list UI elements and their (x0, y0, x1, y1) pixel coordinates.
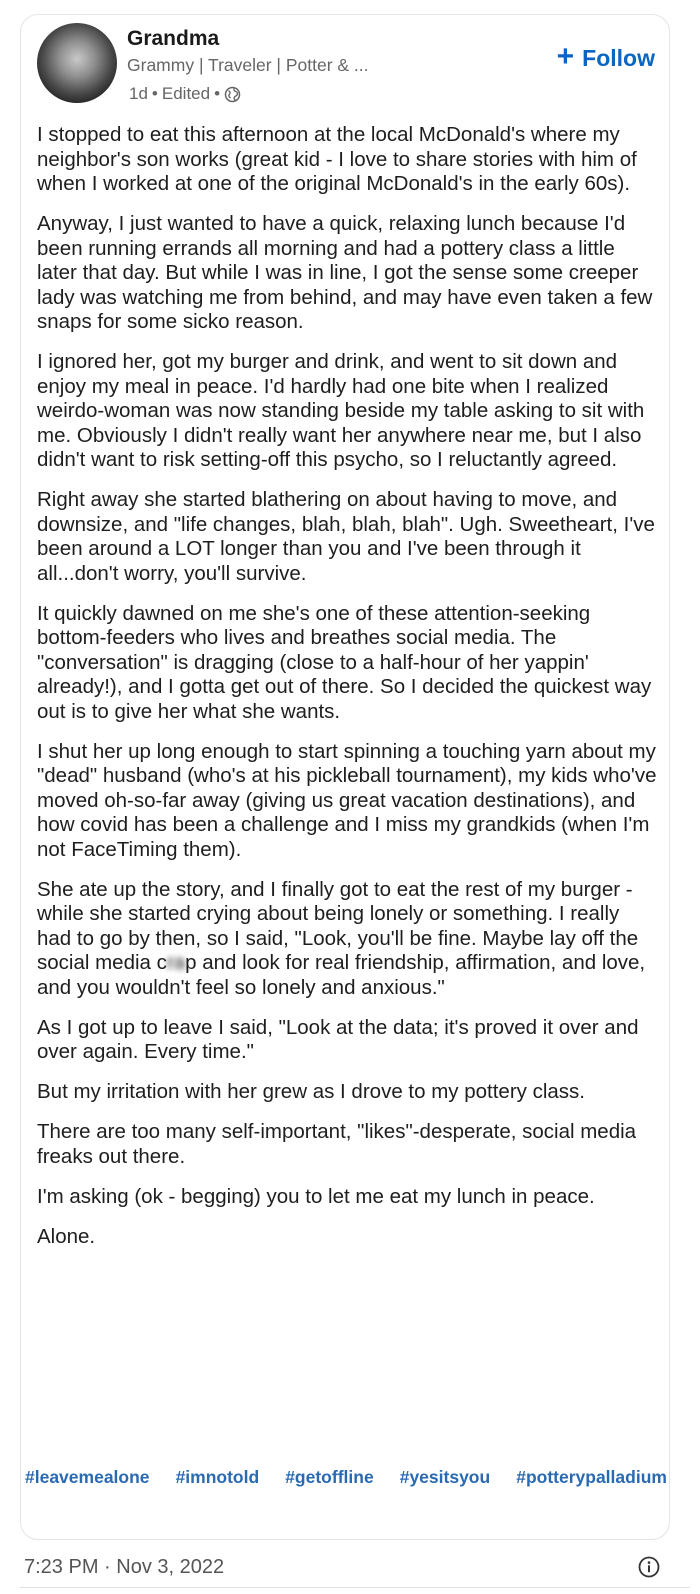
post-paragraph: It quickly dawned on me she's one of these attention-seeking bottom-feeders who lives and breathes social media. The "conversation" is dragging (close to a half-hour of her yappin' already!), and I gotta get out of there. So I decided the quickest way out is to give her what she wants. (37, 601, 652, 723)
plus-icon: + (556, 40, 575, 73)
post-paragraph: I'm asking (ok - begging) you to let me eat my lunch in peace. (37, 1184, 595, 1208)
post-card (20, 14, 670, 1540)
post-timestamp[interactable]: 7:23 PM · Nov 3, 2022 (24, 1556, 225, 1578)
post-paragraph: As I got up to leave I said, "Look at the data; it's proved it over and over again. Every time." (37, 1015, 639, 1063)
post-paragraph: I ignored her, got my burger and drink, and went to sit down and enjoy my meal in peace. I'd hardly had one bite when I realized weirdo-woman was now standing beside my table asking to sit with me. Obviously I didn't really want her anywhere near me, but I also didn't want to risk setting-off this psycho, so I reluctantly agreed. (37, 350, 645, 471)
post-paragraph: Alone. (37, 1224, 96, 1248)
post-paragraph: There are too many self-important, "likes"-desperate, social media freaks out there. (37, 1120, 637, 1168)
paragraph-text: p and look for real friendship, affirmation, and love, and you wouldn't feel so lonely and anxious." (37, 951, 646, 999)
post-paragraph: I shut her up long enough to start spinning a touching yarn about my "dead" husband (who's at his pickleball tournament), my kids who've moved oh-so-far away (giving us great vacation destinations), and how covid has been a challenge and I miss my grandkids (when I'm not FaceTiming them). (37, 739, 657, 861)
post-paragraph: Anyway, I just wanted to have a quick, relaxing lunch because I'd been running errands all morning and had a pottery class a little later that day. But while I was in line, I got the sense some creeper lady was watching me from behind, and may have even taken a few snaps for some sicko reason. (37, 212, 653, 333)
follow-button[interactable] (556, 40, 655, 73)
author-name[interactable]: Grandma (127, 27, 220, 50)
avatar[interactable] (37, 23, 117, 103)
post-paragraph: But my irritation with her grew as I drove to my pottery class. (37, 1080, 585, 1103)
follow-label: Follow (582, 45, 655, 71)
post-paragraph: I stopped to eat this afternoon at the local McDonald's where my neighbor's son works (great kid - I love to share stories with him of when I worked at one of the original McDonald's in the early 60s). (37, 123, 637, 195)
divider (20, 1587, 690, 1588)
post-meta (129, 84, 241, 104)
time-ago: 1d (129, 84, 148, 103)
hashtag-link[interactable]: #potterypalladium (516, 1467, 667, 1487)
hashtag-link[interactable]: #getoffline (285, 1467, 374, 1487)
meta-separator: • (214, 84, 221, 103)
hashtag-link[interactable]: #leavemealone (25, 1467, 150, 1487)
hashtag-link[interactable]: #yesitsyou (399, 1467, 491, 1487)
post-paragraph: Right away she started blathering on about having to move, and downsize, and "life changes, blah, blah, blah". Ugh. Sweetheart, I've been around a LOT longer than you and I've been through it all...don't worry, you'll survive. (37, 488, 655, 585)
paragraph-text: She ate up the story, and I finally got to eat the rest of my burger - while she started crying about being lonely or something. I really had to go by then, so I said, "Look, you'll be fine. Maybe lay off the social media c (37, 877, 639, 974)
censored-text: ra (166, 951, 186, 974)
meta-separator: • (151, 84, 158, 103)
info-icon[interactable] (638, 1556, 660, 1578)
post-body (37, 123, 659, 1265)
globe-icon (224, 86, 241, 103)
hashtag-list (25, 1467, 667, 1488)
tweet-footer (0, 1540, 700, 1594)
edited-label: Edited (161, 84, 211, 103)
post-paragraph (37, 878, 659, 1001)
hashtag-link[interactable]: #imnotold (175, 1467, 260, 1487)
author-headline: Grammy | Traveler | Potter & ... (127, 55, 369, 75)
